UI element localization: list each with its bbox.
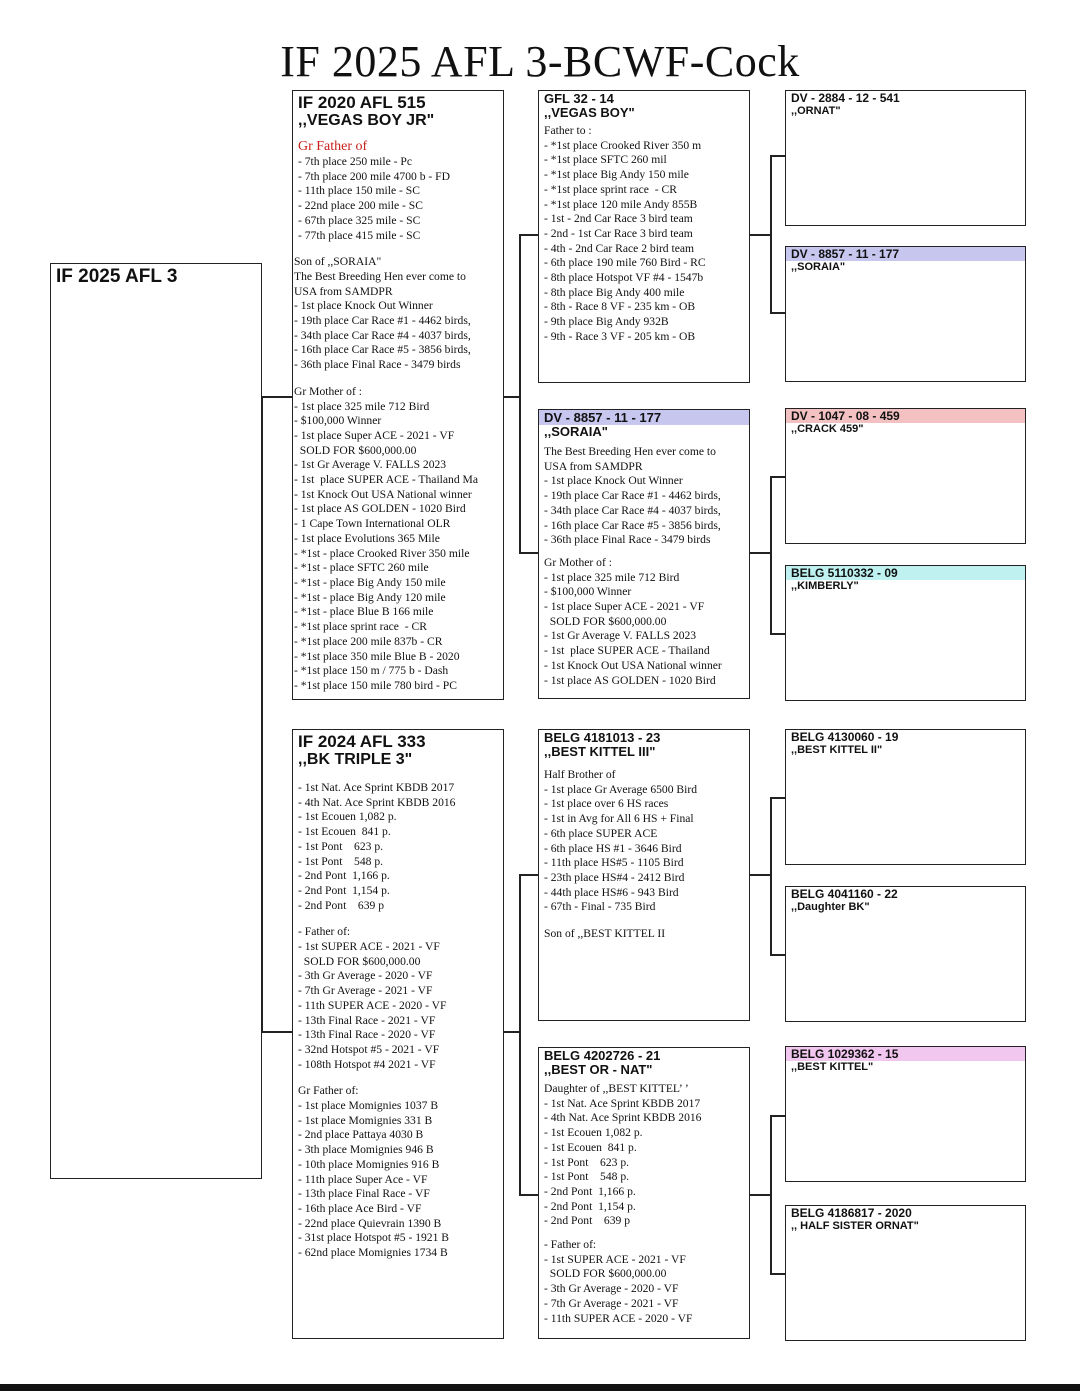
connector xyxy=(770,155,772,313)
bottom-bar xyxy=(0,1384,1080,1391)
connector xyxy=(770,633,785,635)
connector xyxy=(770,312,785,314)
dam-dam-name: ,,BEST OR - NAT" xyxy=(544,1062,653,1077)
subject-box xyxy=(50,263,262,1179)
dam-sire-ring: BELG 4181013 - 23 xyxy=(544,730,661,745)
sire-dam-gr-mother: Gr Mother of : - 1st place 325 mile 712 Bird - $100,000 Winner - 1st place Super ACE - 2021 - VF SOLD FOR $600,000.00 - 1st Gr Average V. FALLS 2023 - 1st place SUPER ACE - Thailand - 1st Knock Out USA National winner - 1st place AS GOLDEN - 1020 Bird xyxy=(544,555,722,687)
dam-sire-name: ,,BEST KITTEL III" xyxy=(544,744,656,759)
ancestor-name: ,,Daughter BK" xyxy=(791,901,870,913)
ancestor-ring: BELG 4186817 - 2020 xyxy=(791,1206,912,1220)
sire-sire-name: ,,VEGAS BOY" xyxy=(544,105,635,120)
connector xyxy=(749,1194,771,1196)
ancestor-ring: DV - 2884 - 12 - 541 xyxy=(791,91,900,105)
dam-sire-box xyxy=(538,729,750,1021)
sire-sire-ring: GFL 32 - 14 xyxy=(544,91,614,106)
connector xyxy=(261,1031,292,1033)
ancestor-box xyxy=(785,90,1026,226)
ancestor-name: ,,CRACK 459" xyxy=(791,423,864,435)
page-title: IF 2025 AFL 3-BCWF-Cock xyxy=(280,37,800,86)
ancestor-box xyxy=(785,1046,1026,1182)
dam-dam-box xyxy=(538,1047,750,1339)
ancestor-box xyxy=(785,886,1026,1022)
connector xyxy=(749,552,771,554)
ancestor-ring: BELG 5110332 - 09 xyxy=(786,566,1025,580)
ancestor-ring: BELG 4130060 - 19 xyxy=(791,730,899,744)
connector xyxy=(519,552,538,554)
connector xyxy=(503,396,520,398)
dam-dam-ring: BELG 4202726 - 21 xyxy=(544,1048,661,1063)
connector xyxy=(519,874,521,1195)
ancestor-name: ,,SORAIA" xyxy=(791,261,846,273)
connector xyxy=(749,874,771,876)
connector xyxy=(770,797,772,955)
sire-ring: IF 2020 AFL 515 xyxy=(298,93,426,112)
sire-dam-name: ,,SORAIA" xyxy=(544,424,608,439)
ancestor-name: ,,BEST KITTEL" xyxy=(791,1061,874,1073)
connector xyxy=(503,1031,520,1033)
sire-gr-father-label: Gr Father of xyxy=(298,139,368,154)
ancestor-name: ,,ORNAT" xyxy=(791,105,841,117)
connector xyxy=(519,234,538,236)
ancestor-ring: DV - 1047 - 08 - 459 xyxy=(786,409,1025,423)
ancestor-box xyxy=(785,1205,1026,1341)
connector xyxy=(770,1115,785,1117)
dam-sire-son-of: Son of ,,BEST KITTEL II xyxy=(544,927,666,941)
connector xyxy=(770,1273,785,1275)
dam-ring: IF 2024 AFL 333 xyxy=(298,732,426,751)
connector xyxy=(261,396,292,398)
dam-results: - 1st Nat. Ace Sprint KBDB 2017 - 4th Nat. Ace Sprint KBDB 2016 - 1st Ecouen 1,082 p. - 1st Ecouen 841 p. - 1st Pont 623 p. - 1st Pont 548 p. - 2nd Pont 1,166 p. - 2nd Pont 1,154 p. - 2nd Pont 639 p xyxy=(298,781,456,912)
ancestor-ring: BELG 1029362 - 15 xyxy=(786,1047,1025,1061)
dam-father-of: - Father of: - 1st SUPER ACE - 2021 - VF SOLD FOR $600,000.00 - 3th Gr Average - 2020 - VF - 7th Gr Average - 2021 - VF - 11th SUPER ACE - 2020 - VF - 13th Final Race - 2021 - VF - 13th Final Race - 2020 - VF - 32nd Hotspot #5 - 2021 - VF - 108th Hotspot #4 2021 - VF xyxy=(298,925,447,1071)
connector xyxy=(770,476,785,478)
sire-sire-box xyxy=(538,90,750,383)
dam-box xyxy=(292,729,504,1339)
connector xyxy=(519,234,521,553)
connector xyxy=(770,797,785,799)
connector xyxy=(519,874,538,876)
ancestor-box xyxy=(785,729,1026,865)
ancestor-box xyxy=(785,408,1026,544)
ancestor-ring: DV - 8857 - 11 - 177 xyxy=(786,247,1025,261)
dam-dam-results: Daughter of ,,BEST KITTEL’ ’ - 1st Nat. Ace Sprint KBDB 2017 - 4th Nat. Ace Sprint KBDB 2016 - 1st Ecouen 1,082 p. - 1st Ecouen 841 p. - 1st Pont 623 p. - 1st Pont 548 p. - 2nd Pont 1,166 p. - 2nd Pont 1,154 p. - 2nd Pont 639 p xyxy=(544,1082,702,1228)
ancestor-ring: BELG 4041160 - 22 xyxy=(791,887,898,901)
ancestor-name: ,,BEST KITTEL II" xyxy=(791,744,883,756)
sire-dam-box xyxy=(538,409,750,699)
connector xyxy=(770,1115,772,1274)
sire-box xyxy=(292,90,504,700)
subject-ring: IF 2025 AFL 3 xyxy=(56,266,178,287)
sire-gr-father-results: - 7th place 250 mile - Pc - 7th place 200 mile 4700 b - FD - 11th place 150 mile - SC - 22nd place 200 mile - SC - 67th place 325 mile - SC - 77th place 415 mile - SC xyxy=(298,155,450,242)
connector xyxy=(770,155,785,157)
ancestor-name: ,, HALF SISTER ORNAT" xyxy=(791,1220,919,1232)
dam-sire-results: Half Brother of - 1st place Gr Average 6500 Bird - 1st place over 6 HS races - 1st in Avg for All 6 HS + Final - 6th place SUPER ACE - 6th place HS #1 - 3646 Bird - 11th place HS#5 - 1105 Bird - 23th place HS#4 - 2412 Bird - 44th place HS#6 - 943 Bird - 67th - Final - 735 Bird xyxy=(544,768,698,914)
ancestor-box xyxy=(785,565,1026,701)
dam-dam-father-of: - Father of: - 1st SUPER ACE - 2021 - VF SOLD FOR $600,000.00 - 3th Gr Average - 2020 - VF - 7th Gr Average - 2021 - VF - 11th SUPER ACE - 2020 - VF xyxy=(544,1238,693,1325)
connector xyxy=(770,954,785,956)
dam-gr-father-of: Gr Father of: - 1st place Momignies 1037 B - 1st place Momignies 331 B - 2nd place Pattaya 4030 B - 3th place Momignies 946 B - 10th place Momignies 916 B - 11th place Super Ace - VF - 13th place Final Race - VF - 16th place Ace Bird - VF - 22nd place Quievrain 1390 B - 31st place Hotspot #5 - 1921 B - 62nd place Momignies 1734 B xyxy=(298,1084,450,1260)
connector xyxy=(770,476,772,634)
ancestor-box xyxy=(785,246,1026,382)
sire-name: ,,VEGAS BOY JR" xyxy=(298,112,435,129)
sire-son-of: Son of ,,SORAIA" The Best Breeding Hen ever come to USA from SAMDPR - 1st place Knock Out Winner - 19th place Car Race #1 - 4462 birds, - 34th place Car Race #4 - 4037 birds, - 16th place Car Race #5 - 3856 birds, - 36th place Final Race - 3479 birds xyxy=(294,255,471,372)
connector xyxy=(519,1194,538,1196)
dam-name: ,,BK TRIPLE 3" xyxy=(298,751,413,768)
sire-dam-intro: The Best Breeding Hen ever come to USA from SAMDPR - 1st place Knock Out Winner - 19th place Car Race #1 - 4462 birds, - 34th place Car Race #4 - 4037 birds, - 16th place Car Race #5 - 3856 birds, - 36th place Final Race - 3479 birds xyxy=(544,445,721,547)
sire-gr-mother: Gr Mother of : - 1st place 325 mile 712 Bird - $100,000 Winner - 1st place Super ACE - 2021 - VF SOLD FOR $600,000.00 - 1st Gr Average V. FALLS 2023 - 1st place SUPER ACE - Thailand Ma - 1st Knock Out USA National winner - 1st place AS GOLDEN - 1020 Bird - 1 Cape Town International OLR - 1st place Evolutions 365 Mile - *1st - place Crooked River 350 mile - *1st - place SFTC 260 mile - *1st - place Big Andy 150 mile - *1st - place Big Andy 120 mile - *1st - place Blue B 166 mile - *1st place sprint race - CR - *1st place 200 mile 837b - CR - *1st place 350 mile Blue B - 2020 - *1st place 150 m / 775 b - Dash - *1st place 150 mile 780 bird - PC xyxy=(294,384,478,692)
connector xyxy=(749,234,771,236)
sire-dam-ring: DV - 8857 - 11 - 177 xyxy=(539,410,749,425)
sire-sire-results: Father to : - *1st place Crooked River 350 m - *1st place SFTC 260 mil - *1st place Big Andy 150 mile - *1st place sprint race - CR - *1st place 120 mile Andy 855B - 1st - 2nd Car Race 3 bird team - 2nd - 1st Car Race 3 bird team - 4th - 2nd Car Race 2 bird team - 6th place 190 mile 760 Bird - RC - 8th place Hotspot VF #4 - 1547b - 8th place Big Andy 400 mile - 8th - Race 8 VF - 235 km - OB - 9th place Big Andy 932B - 9th - Race 3 VF - 205 km - OB xyxy=(544,124,706,343)
ancestor-name: ,,KIMBERLY" xyxy=(791,580,859,592)
